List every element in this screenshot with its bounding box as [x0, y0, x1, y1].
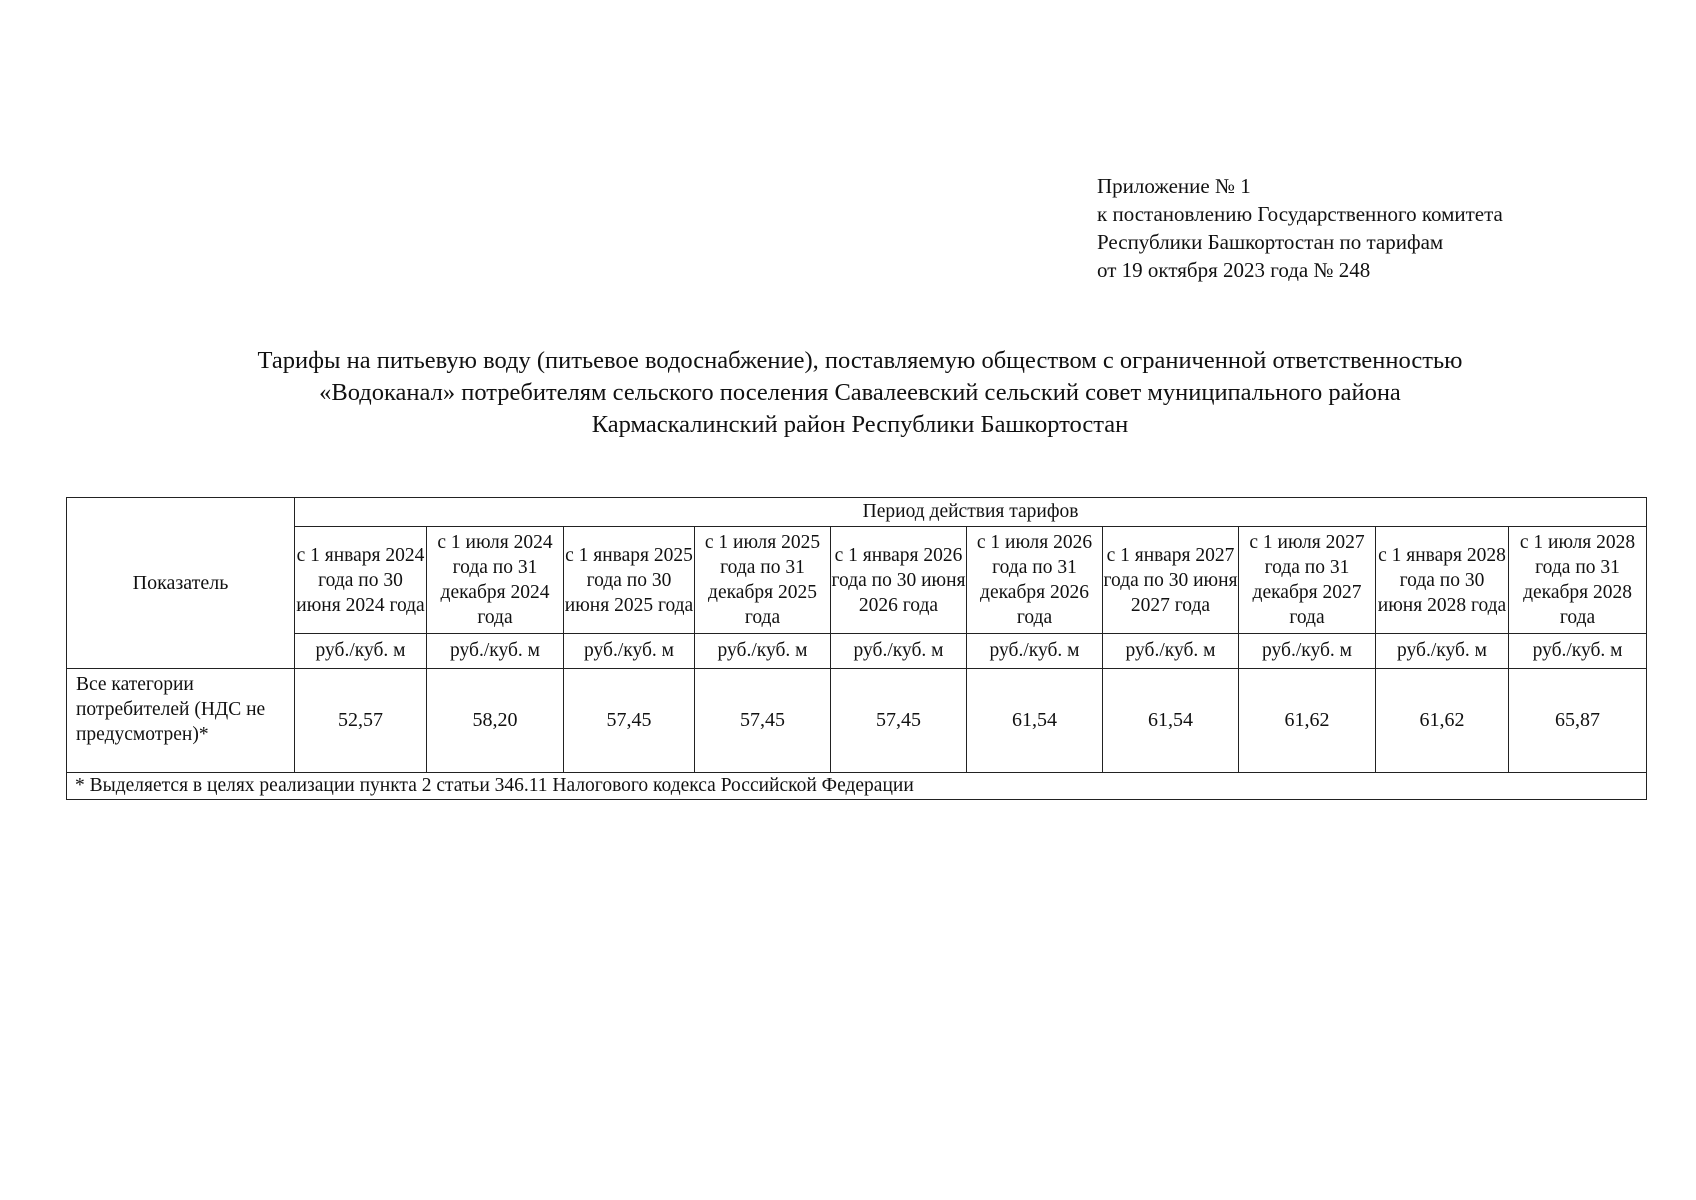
unit-cell: руб./куб. м	[564, 634, 695, 669]
header-row-periods	[67, 527, 1647, 634]
tariff-value: 52,57	[295, 669, 427, 773]
title-line: Тарифы на питьевую воду (питьевое водоснабжение), поставляемую обществом с ограниченной ответственностью	[257, 347, 1463, 374]
document-title	[100, 345, 1620, 441]
tariff-value: 57,45	[564, 669, 695, 773]
period-column-header: с 1 января 2024 года по 30 июня 2024 года	[295, 527, 427, 634]
tariff-value: 57,45	[695, 669, 831, 773]
appendix-line: к постановлению Государственного комитета	[1097, 202, 1503, 226]
period-column-header: с 1 июля 2026 года по 31 декабря 2026 года	[967, 527, 1103, 634]
period-column-header: с 1 июля 2024 года по 31 декабря 2024 года	[427, 527, 564, 634]
period-column-header: с 1 января 2025 года по 30 июня 2025 года	[564, 527, 695, 634]
tariff-value: 58,20	[427, 669, 564, 773]
unit-cell: руб./куб. м	[1239, 634, 1376, 669]
footnote-row	[67, 773, 1647, 800]
period-column-header: с 1 января 2027 года по 30 июня 2027 года	[1103, 527, 1239, 634]
tariff-value: 57,45	[831, 669, 967, 773]
period-header: Период действия тарифов	[295, 498, 1647, 527]
tariff-value: 61,62	[1239, 669, 1376, 773]
row-label: Все категории потребителей (НДС не предусмотрен)*	[67, 669, 295, 773]
appendix-block	[1097, 172, 1503, 284]
tariffs-table	[66, 497, 1647, 800]
period-column-header: с 1 июля 2025 года по 31 декабря 2025 года	[695, 527, 831, 634]
appendix-line: от 19 октября 2023 года № 248	[1097, 258, 1371, 282]
title-line: Кармаскалинский район Республики Башкортостан	[591, 411, 1129, 438]
tariff-value: 61,54	[1103, 669, 1239, 773]
period-column-header: с 1 января 2028 года по 30 июня 2028 года	[1376, 527, 1509, 634]
indicator-header: Показатель	[67, 498, 295, 669]
table-row	[67, 669, 1647, 773]
unit-cell: руб./куб. м	[1509, 634, 1647, 669]
tariff-value: 61,54	[967, 669, 1103, 773]
unit-cell: руб./куб. м	[1103, 634, 1239, 669]
tariff-value: 61,62	[1376, 669, 1509, 773]
appendix-line: Приложение № 1	[1097, 174, 1251, 198]
period-column-header: с 1 июля 2028 года по 31 декабря 2028 года	[1509, 527, 1647, 634]
appendix-line: Республики Башкортостан по тарифам	[1097, 230, 1444, 254]
footnote: * Выделяется в целях реализации пункта 2 статьи 346.11 Налогового кодекса Российской Федерации	[67, 773, 1647, 800]
unit-cell: руб./куб. м	[967, 634, 1103, 669]
unit-cell: руб./куб. м	[427, 634, 564, 669]
period-column-header: с 1 июля 2027 года по 31 декабря 2027 года	[1239, 527, 1376, 634]
unit-cell: руб./куб. м	[695, 634, 831, 669]
header-row-period	[67, 498, 1647, 527]
period-column-header: с 1 января 2026 года по 30 июня 2026 года	[831, 527, 967, 634]
unit-cell: руб./куб. м	[831, 634, 967, 669]
header-row-units	[67, 634, 1647, 669]
unit-cell: руб./куб. м	[295, 634, 427, 669]
unit-cell: руб./куб. м	[1376, 634, 1509, 669]
tariff-value: 65,87	[1509, 669, 1647, 773]
title-line: «Водоканал» потребителям сельского поселения Савалеевский сельский совет муниципального района	[319, 379, 1401, 406]
